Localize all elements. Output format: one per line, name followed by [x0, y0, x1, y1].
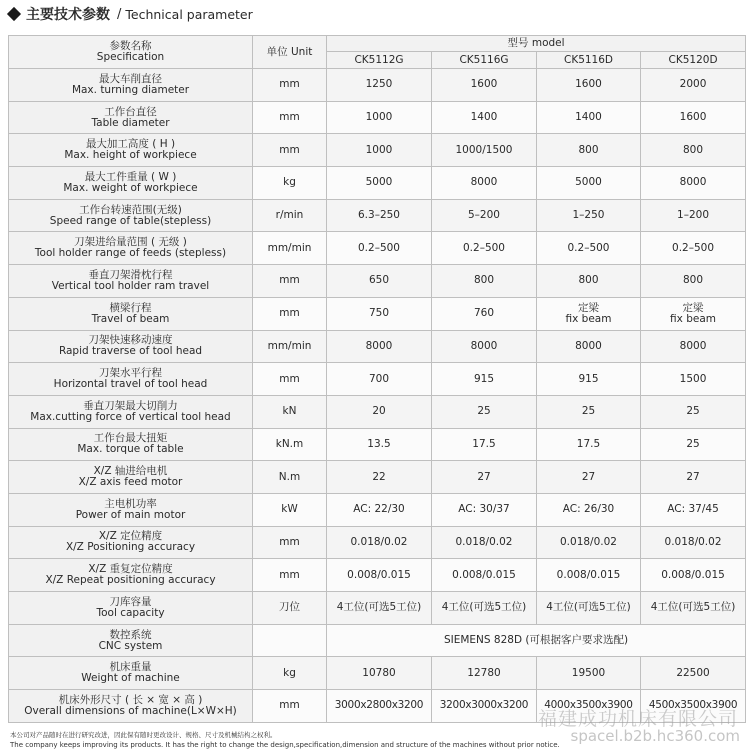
value-cell: 800 [432, 265, 537, 298]
value-cell: 25 [432, 395, 537, 428]
param-name-cell [9, 624, 253, 657]
value-cell: 0.008/0.015 [537, 559, 641, 592]
value-cell: 8000 [641, 330, 746, 363]
param-name-cell [9, 657, 253, 690]
model-name: CK5116G [432, 52, 537, 69]
value-cell: 10780 [327, 657, 432, 690]
param-name-en: Travel of beam [91, 312, 170, 325]
value-cell: 1400 [537, 101, 641, 134]
value-cell: AC: 37/45 [641, 493, 746, 526]
param-name-en: X/Z Repeat positioning accuracy [45, 574, 216, 587]
param-name-cell [9, 690, 253, 723]
param-name-cell [9, 395, 253, 428]
value-cell: AC: 30/37 [432, 493, 537, 526]
param-name-en: Vertical tool holder ram travel [51, 279, 210, 292]
watermark-company: 福建成功机床有限公司 [537, 708, 738, 730]
value-cell: 0.2–500 [432, 232, 537, 265]
param-name-en: Weight of machine [81, 672, 180, 685]
param-name-cn: 最大工件重量 ( W ) [84, 170, 177, 183]
param-name-en: Rapid traverse of tool head [58, 345, 203, 358]
param-name-cell [9, 101, 253, 134]
value-cell: 800 [641, 265, 746, 298]
unit-cell [253, 624, 327, 657]
diamond-bullet-icon [7, 7, 21, 21]
value-cell: 8000 [432, 167, 537, 200]
header-title-en: Technical parameter [125, 6, 253, 22]
value-line: 定梁 [578, 301, 599, 314]
value-cell: 5–200 [432, 199, 537, 232]
value-cell: 4500x3500x3900 [641, 690, 746, 723]
value-cell: 1000 [327, 101, 432, 134]
param-name-en: Max. height of workpiece [64, 149, 197, 162]
unit-cell: kg [253, 167, 327, 200]
value-cell: 4000x3500x3900 [537, 690, 641, 723]
param-name-cn: 机床外形尺寸 ( 长 × 宽 × 高 ) [58, 693, 203, 706]
value-cell: 0.2–500 [327, 232, 432, 265]
spec-table [8, 35, 746, 723]
table-row [9, 592, 746, 625]
value-cell: 1–200 [641, 199, 746, 232]
param-name-cell [9, 363, 253, 396]
value-cell: 17.5 [537, 428, 641, 461]
param-name-cell [9, 526, 253, 559]
footer-note-cn: 本公司对产品随时在进行研究改进，因此保有随时更改设计、规格、尺寸及机械结构之权利。 [10, 731, 277, 739]
value-cell: 915 [537, 363, 641, 396]
table-row [9, 657, 746, 690]
param-name-en: X/Z axis feed motor [78, 476, 183, 489]
table-row [9, 395, 746, 428]
unit-cell: mm [253, 559, 327, 592]
value-cell: 800 [537, 265, 641, 298]
param-name-en: Tool holder range of feeds (stepless) [34, 247, 227, 260]
param-name-cn: 最大车削直径 [99, 72, 162, 85]
watermark-site: spacel.b2b.hc360.com [570, 727, 740, 745]
unit-cell: mm [253, 134, 327, 167]
value-cell: 19500 [537, 657, 641, 690]
param-name-cn: 刀架进给量范围 ( 无级 ) [74, 236, 187, 249]
value-cell: 800 [537, 134, 641, 167]
unit-cell: mm [253, 297, 327, 330]
param-name-cell [9, 493, 253, 526]
value-cell: 0.018/0.02 [537, 526, 641, 559]
param-name-cn: 工作台最大扭矩 [93, 432, 168, 445]
param-name-cell [9, 134, 253, 167]
table-row [9, 428, 746, 461]
value-cell: 0.018/0.02 [327, 526, 432, 559]
value-cell: 27 [432, 461, 537, 494]
param-name-cn: 最大加工高度 ( H ) [85, 138, 176, 151]
param-name-cell [9, 69, 253, 102]
value-cell: 20 [327, 395, 432, 428]
param-name-cell [9, 232, 253, 265]
value-cell: 0.008/0.015 [327, 559, 432, 592]
value-cell: 4工位(可选5工位) [432, 592, 537, 625]
value-cell: 12780 [432, 657, 537, 690]
value-cell: 0.008/0.015 [432, 559, 537, 592]
value-cell: 4工位(可选5工位) [327, 592, 432, 625]
value-cell [537, 297, 641, 330]
value-cell: 2000 [641, 69, 746, 102]
param-name-cn: 机床重量 [109, 661, 152, 674]
unit-cell: kW [253, 493, 327, 526]
value-cell: AC: 22/30 [327, 493, 432, 526]
table-row [9, 101, 746, 134]
value-cell: 22 [327, 461, 432, 494]
table-row [9, 526, 746, 559]
table-row [9, 199, 746, 232]
value-cell: 0.018/0.02 [432, 526, 537, 559]
table-row [9, 461, 746, 494]
value-cell: 27 [641, 461, 746, 494]
value-line: 定梁 [682, 301, 704, 314]
value-line: fix beam [670, 312, 716, 325]
header-title-cn: 主要技术参数 [26, 7, 110, 23]
model-name: CK5112G [327, 52, 432, 69]
unit-cell: mm [253, 526, 327, 559]
param-name-cn: 主电机功率 [104, 497, 157, 510]
unit-cell: kg [253, 657, 327, 690]
param-name-cn: X/Z 定位精度 [98, 530, 163, 543]
param-name-cn: 垂直刀架最大切削力 [83, 399, 178, 412]
param-name-en: Table diameter [91, 116, 170, 129]
unit-cell: mm [253, 101, 327, 134]
value-cell: 25 [641, 395, 746, 428]
param-name-cn: 刀架快速移动速度 [88, 334, 173, 347]
value-cell [641, 297, 746, 330]
value-cell: 1600 [641, 101, 746, 134]
table-row [9, 624, 746, 657]
value-cell: 13.5 [327, 428, 432, 461]
model-name: CK5120D [641, 52, 746, 69]
unit-cell: mm/min [253, 232, 327, 265]
param-name-en: X/Z Positioning accuracy [65, 541, 196, 554]
value-cell: 4工位(可选5工位) [537, 592, 641, 625]
param-name-en: CNC system [98, 639, 163, 652]
value-cell: 5000 [537, 167, 641, 200]
table-row [9, 297, 746, 330]
param-name-en: Speed range of table(stepless) [49, 214, 212, 227]
value-cell: 3200x3000x3200 [432, 690, 537, 723]
value-cell: 22500 [641, 657, 746, 690]
value-cell: 5000 [327, 167, 432, 200]
value-cell: 0.018/0.02 [641, 526, 746, 559]
param-name-en: Max. weight of workpiece [63, 181, 198, 194]
value-cell: 1600 [432, 69, 537, 102]
param-name-cell [9, 428, 253, 461]
unit-cell: kN [253, 395, 327, 428]
value-cell: 1250 [327, 69, 432, 102]
param-header [9, 36, 253, 69]
table-row [9, 265, 746, 298]
value-cell: 4工位(可选5工位) [641, 592, 746, 625]
param-name-en: Overall dimensions of machine(L×W×H) [24, 704, 237, 717]
value-cell: 25 [537, 395, 641, 428]
value-cell: 0.2–500 [537, 232, 641, 265]
value-cell: 1500 [641, 363, 746, 396]
param-name-cell [9, 559, 253, 592]
param-name-cell [9, 199, 253, 232]
value-cell: 25 [641, 428, 746, 461]
table-row [9, 330, 746, 363]
param-name-en: Max. turning diameter [71, 83, 190, 96]
param-name-cell [9, 167, 253, 200]
param-name-en: Tool capacity [96, 606, 165, 619]
value-cell: 800 [641, 134, 746, 167]
footer-note-en: The company keeps improving its products. It has the right to change the design,specification,dimension and structure of the machines without prior notice. [10, 741, 560, 749]
table-row [9, 493, 746, 526]
param-name-cn: 工作台转速范围(无级) [79, 203, 182, 216]
param-name-cell [9, 461, 253, 494]
table-row [9, 559, 746, 592]
value-cell: 8000 [537, 330, 641, 363]
value-cell: 915 [432, 363, 537, 396]
param-name-cell [9, 330, 253, 363]
table-row [9, 69, 746, 102]
value-cell-span: SIEMENS 828D (可根据客户要求选配) [327, 624, 746, 657]
value-cell: 0.008/0.015 [641, 559, 746, 592]
unit-cell: mm/min [253, 330, 327, 363]
value-cell: AC: 26/30 [537, 493, 641, 526]
value-cell: 8000 [327, 330, 432, 363]
value-cell: 27 [537, 461, 641, 494]
param-name-cn: 刀库容量 [109, 595, 152, 608]
param-name-en: Max.cutting force of vertical tool head [30, 410, 231, 423]
param-header-cn: 参数名称 [109, 40, 152, 52]
table-row [9, 232, 746, 265]
header-separator: / [117, 6, 122, 22]
param-name-cn: 工作台直径 [104, 105, 157, 118]
param-name-cn: X/Z 轴进给电机 [93, 465, 168, 478]
value-cell: 6.3–250 [327, 199, 432, 232]
table-row [9, 167, 746, 200]
unit-cell: kN.m [253, 428, 327, 461]
value-cell: 650 [327, 265, 432, 298]
param-name-cell [9, 265, 253, 298]
param-header-en: Specification [96, 51, 165, 63]
param-name-cell [9, 297, 253, 330]
unit-cell: mm [253, 690, 327, 723]
value-cell: 17.5 [432, 428, 537, 461]
unit-cell: r/min [253, 199, 327, 232]
param-name-en: Max. torque of table [77, 443, 184, 456]
value-cell: 0.2–500 [641, 232, 746, 265]
section-header [6, 2, 736, 26]
model-header: 型号 model [327, 36, 746, 52]
value-cell: 1600 [537, 69, 641, 102]
param-name-cn: 垂直刀架滑枕行程 [88, 268, 173, 281]
param-name-cn: 数控系统 [109, 628, 152, 641]
param-name-cell [9, 592, 253, 625]
value-cell: 1000 [327, 134, 432, 167]
model-name: CK5116D [537, 52, 641, 69]
value-cell: 1–250 [537, 199, 641, 232]
param-name-cn: X/Z 重复定位精度 [88, 563, 173, 576]
value-line: fix beam [565, 312, 612, 325]
value-cell: 700 [327, 363, 432, 396]
value-cell: 760 [432, 297, 537, 330]
unit-header: 单位 Unit [253, 36, 327, 69]
value-cell: 1400 [432, 101, 537, 134]
unit-cell: N.m [253, 461, 327, 494]
unit-cell: mm [253, 363, 327, 396]
value-cell: 750 [327, 297, 432, 330]
unit-cell: mm [253, 265, 327, 298]
value-cell: 8000 [432, 330, 537, 363]
table-row [9, 363, 746, 396]
param-name-cn: 横梁行程 [109, 301, 152, 314]
table-row [9, 134, 746, 167]
param-name-cn: 刀架水平行程 [99, 367, 162, 380]
param-name-en: Horizontal travel of tool head [53, 378, 208, 391]
value-cell: 8000 [641, 167, 746, 200]
unit-cell: mm [253, 69, 327, 102]
param-name-en: Power of main motor [75, 508, 186, 521]
value-cell: 3000x2800x3200 [327, 690, 432, 723]
value-cell: 1000/1500 [432, 134, 537, 167]
unit-cell: 刀位 [253, 592, 327, 625]
